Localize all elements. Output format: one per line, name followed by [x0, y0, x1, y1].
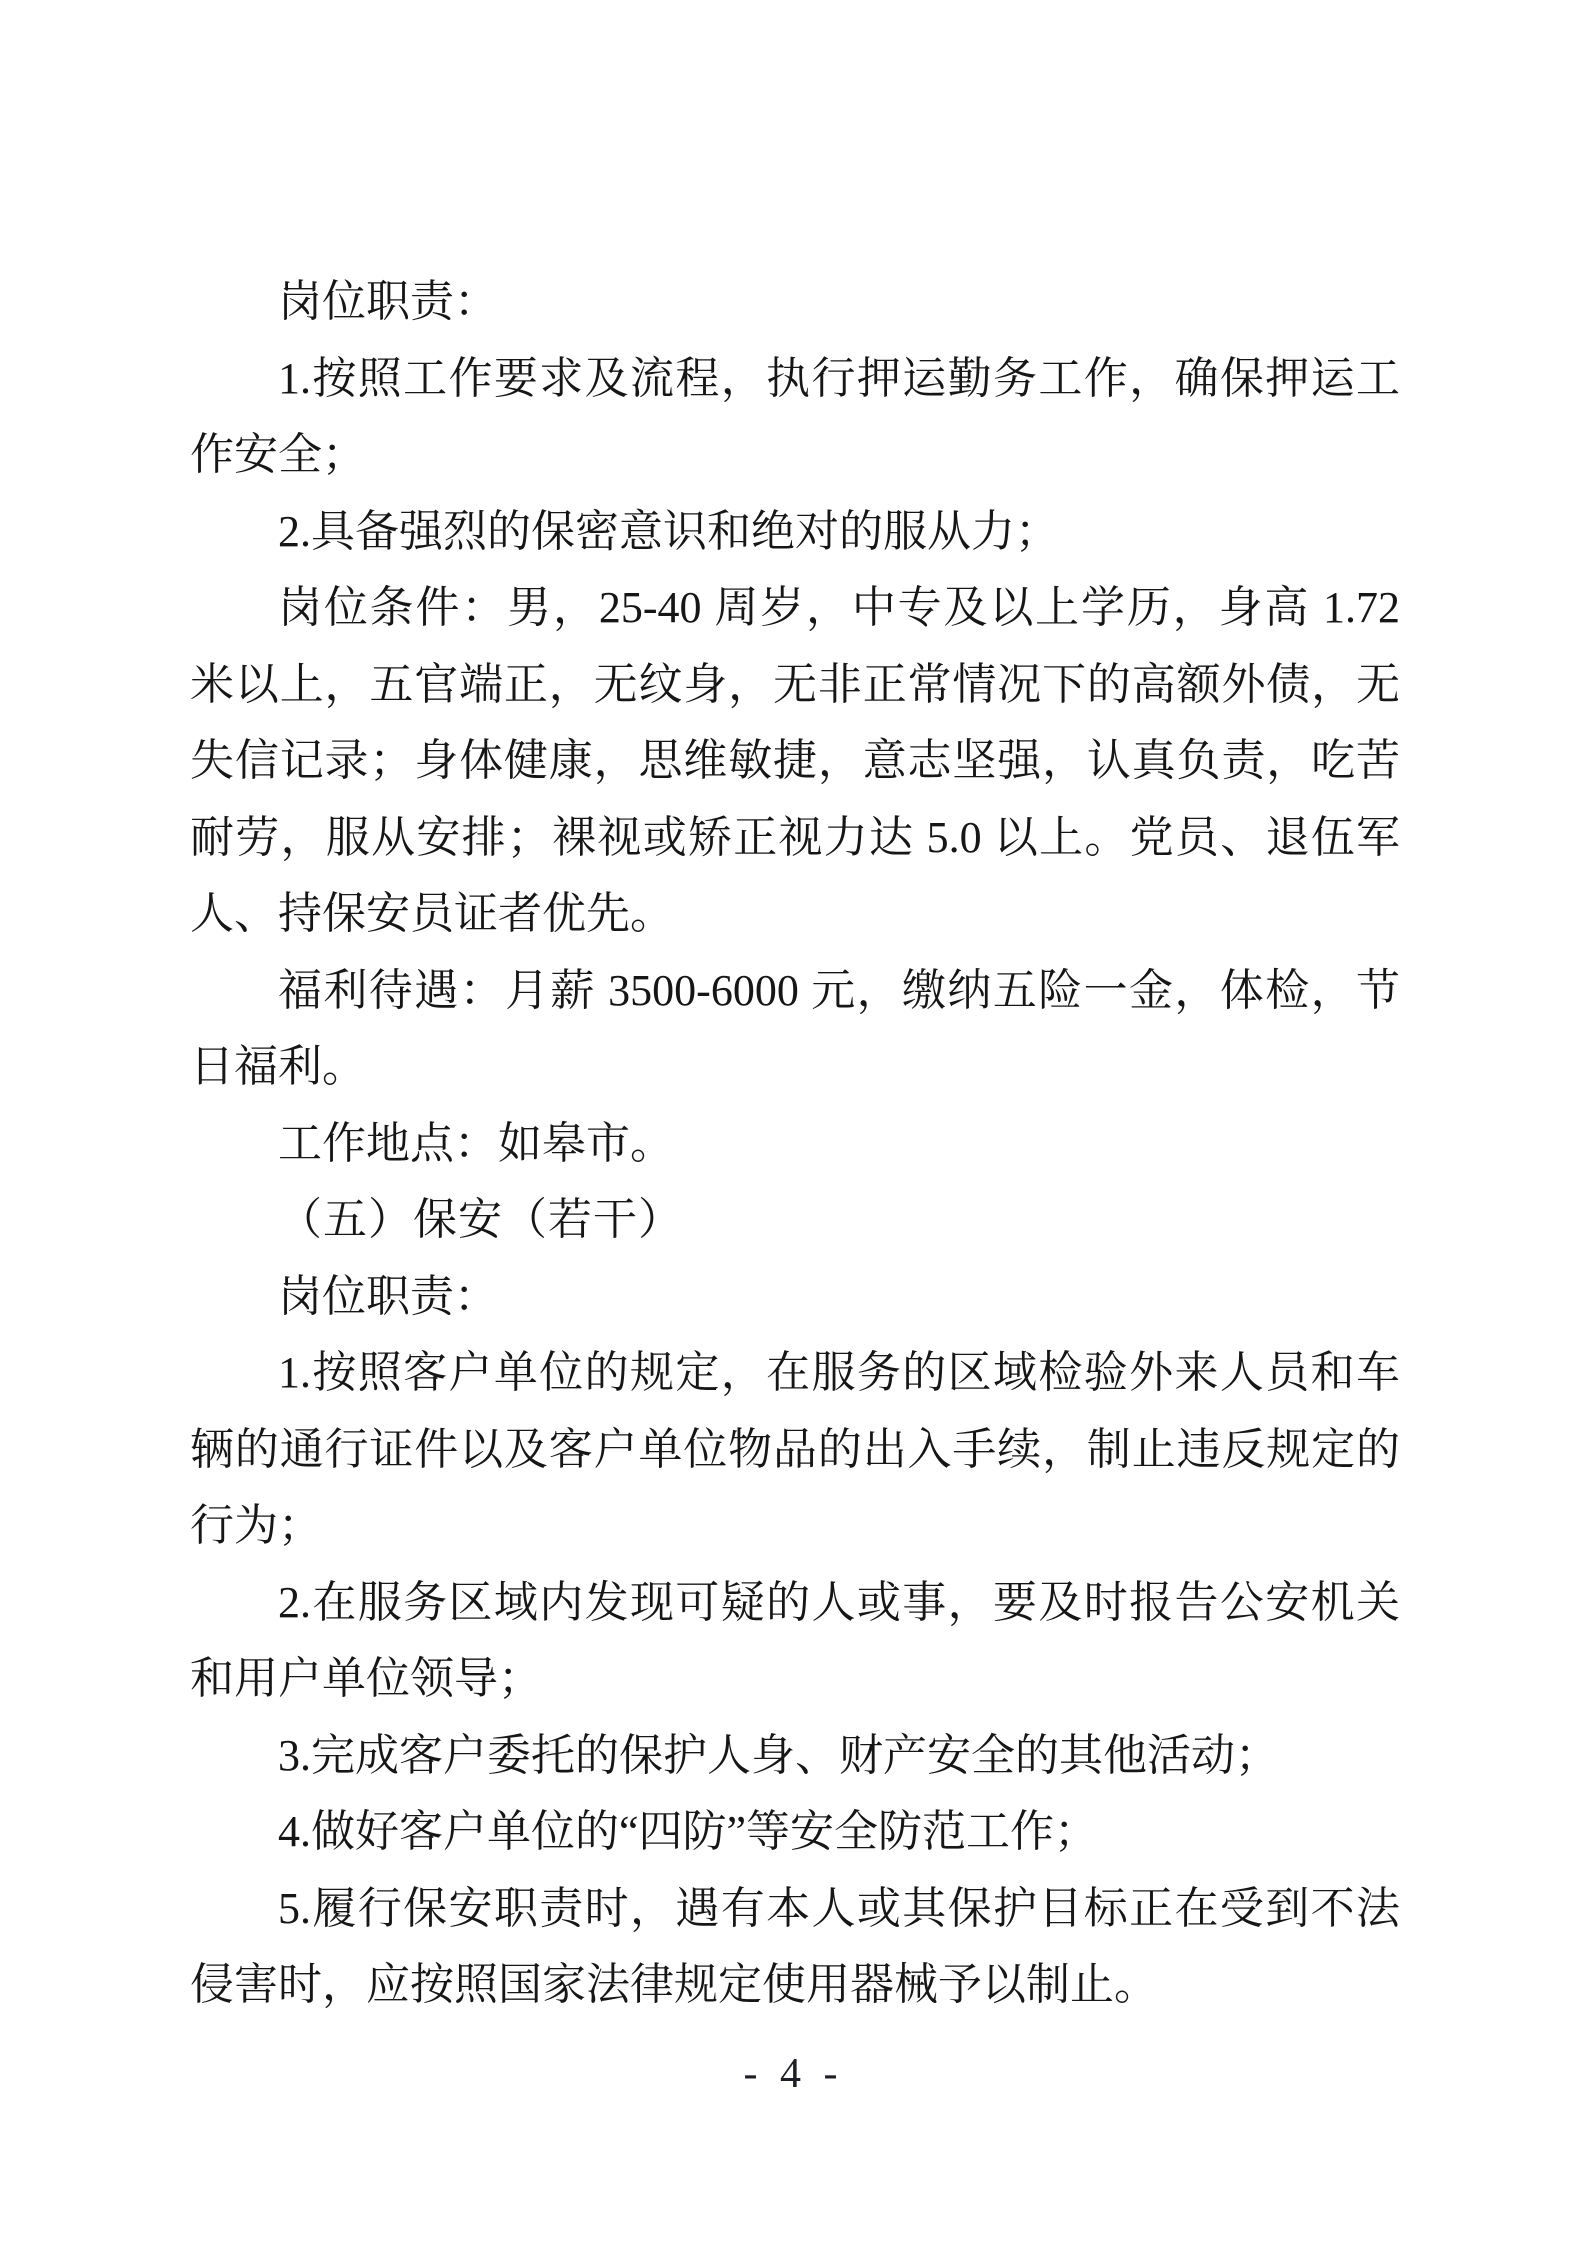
duty-guard-4: 4.做好客户单位的“四防”等安全防范工作； [278, 1807, 1099, 1856]
requirements-paragraph: 岗位条件：男，25-40 周岁，中专及以上学历，身高 1.72 米以上，五官端正，无纹身，无非正常情况下的高额外债，无失信记录；身体健康，思维敏捷，意志坚强，认真负责，吃苦耐劳，服从安排；裸视或矫正视力达 5.0 以上。党员、退伍军人、持保安员证者优先。 [190, 583, 1400, 938]
duty-guard-3: 3.完成客户委托的保护人身、财产安全的其他活动； [278, 1730, 1279, 1780]
location-paragraph: 工作地点：如皋市。 [278, 1118, 674, 1168]
page-number: - 4 - [743, 2051, 844, 2097]
duty-escort-2: 2.具备强烈的保密意识和绝对的服从力； [278, 506, 1059, 556]
benefits-paragraph: 福利待遇：月薪 3500-6000 元，缴纳五险一金，体检，节日福利。 [190, 965, 1400, 1091]
duty-guard-5: 5.履行保安职责时，遇有本人或其保护目标正在受到不法侵害时，应按照国家法律规定使用器械予以制止。 [190, 1883, 1400, 2009]
duty-escort-1: 1.按照工作要求及流程，执行押运勤务工作，确保押运工作安全； [190, 353, 1400, 479]
duty-guard-2: 2.在服务区域内发现可疑的人或事，要及时报告公安机关和用户单位领导； [190, 1577, 1400, 1703]
duty-guard-1: 1.按照客户单位的规定，在服务的区域检验外来人员和车辆的通行证件以及客户单位物品的出入手续，制止违反规定的行为； [190, 1348, 1400, 1550]
duties-label-1: 岗位职责： [278, 277, 498, 326]
document-body [190, 264, 1400, 2024]
duties-label-2: 岗位职责： [278, 1271, 498, 1321]
section-5-heading: （五）保安（若干） [278, 1195, 683, 1244]
